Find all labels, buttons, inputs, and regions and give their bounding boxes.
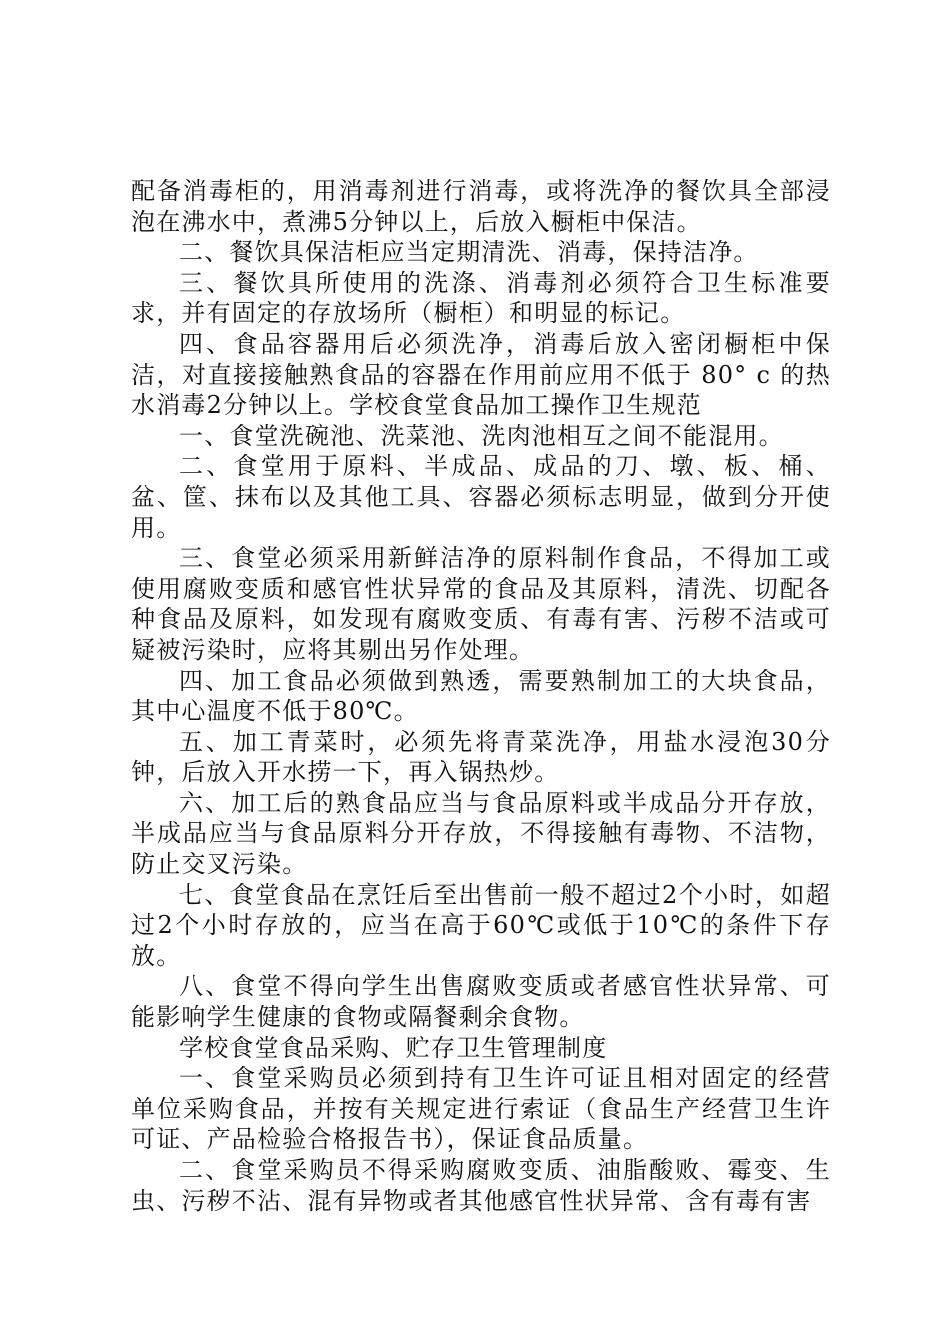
- paragraph: 二、食堂用于原料、半成品、成品的刀、墩、板、桶、盆、筐、抹布以及其他工具、容器必须标志明显，做到分开使用。: [131, 452, 831, 542]
- paragraph: 配备消毒柜的，用消毒剂进行消毒，或将洗净的餐饮具全部浸泡在沸水中，煮沸5分钟以上，后放入橱柜中保洁。: [131, 177, 831, 236]
- paragraph: 一、食堂洗碗池、洗菜池、洗肉池相互之间不能混用。: [179, 421, 784, 450]
- paragraph: 四、加工食品必须做到熟透，需要熟制加工的大块食品，其中心温度不低于80℃。: [131, 666, 831, 726]
- section-heading: 学校食堂食品采购、贮存卫生管理制度: [179, 1033, 608, 1062]
- paragraph: 二、餐饮具保洁柜应当定期清洗、消毒，保持洁净。: [179, 238, 759, 267]
- paragraph: 七、食堂食品在烹饪后至出售前一般不超过2个小时，如超过2个小时存放的，应当在高于60℃或低于10℃的条件下存放。: [131, 880, 831, 970]
- paragraph: 八、食堂不得向学生出售腐败变质或者感官性状异常、可能影响学生健康的食物或隔餐剩余食物。: [131, 972, 831, 1032]
- paragraph: 三、餐饮具所使用的洗涤、消毒剂必须符合卫生标准要求，并有固定的存放场所（橱柜）和明显的标记。: [131, 268, 831, 328]
- paragraph: 六、加工后的熟食品应当与食品原料或半成品分开存放，半成品应当与食品原料分开存放，不得接触有毒物、不洁物，防止交叉污染。: [131, 788, 831, 879]
- paragraph: 五、加工青菜时，必须先将青菜洗净，用盐水浸泡30分钟，后放入开水捞一下，再入锅热炒。: [131, 727, 831, 787]
- paragraph: 二、食堂采购员不得采购腐败变质、油脂酸败、霉变、生虫、污秽不沾、混有异物或者其他感官性状异常、含有毒有害: [131, 1156, 831, 1215]
- paragraph: 三、食堂必须采用新鲜洁净的原料制作食品，不得加工或使用腐败变质和感官性状异常的食品及其原料，清洗、切配各种食品及原料，如发现有腐败变质、有毒有害、污秽不洁或可疑被污染时，应将其剔出另作处理。: [131, 544, 831, 664]
- paragraph: 四、食品容器用后必须洗净，消毒后放入密闭橱柜中保洁，对直接接触熟食品的容器在作用前应用不低于 80° c 的热水消毒2分钟以上。学校食堂食品加工操作卫生规范: [131, 329, 831, 420]
- paragraph: 一、食堂采购员必须到持有卫生许可证且相对固定的经营单位采购食品，并按有关规定进行索证（食品生产经营卫生许可证、产品检验合格报告书），保证食品质量。: [131, 1064, 831, 1154]
- document-body: [131, 176, 831, 1216]
